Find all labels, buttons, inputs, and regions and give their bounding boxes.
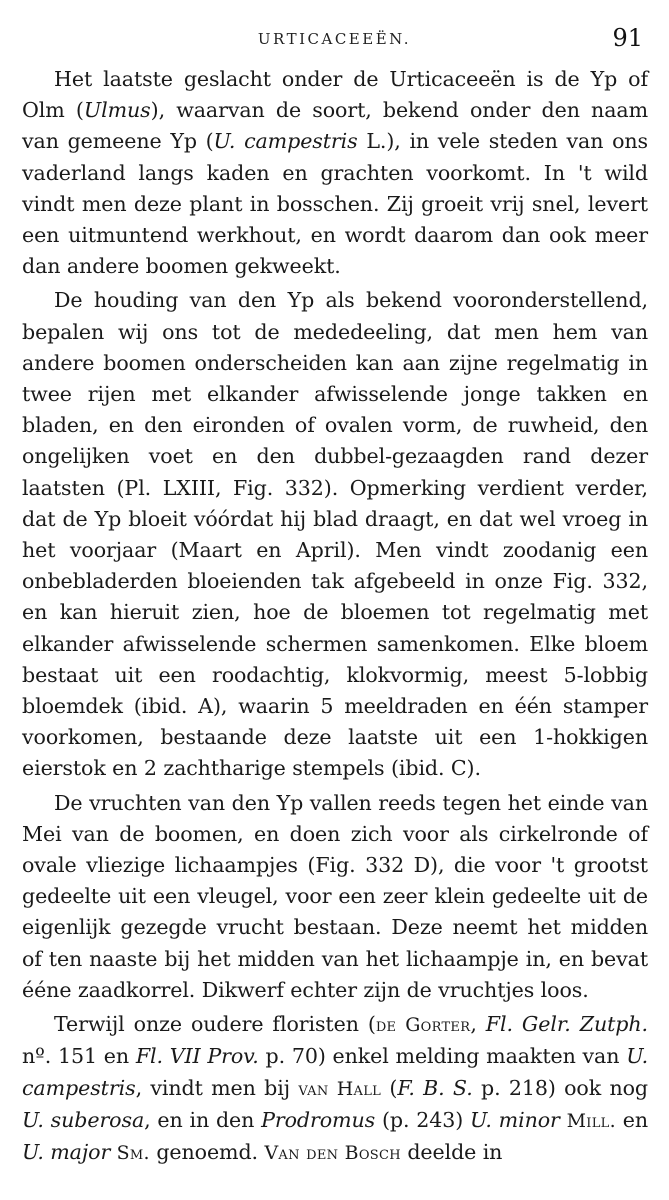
text-run: deelde in (400, 1139, 503, 1164)
italic-run: Fl. Gelr. Zutph. (485, 1012, 648, 1037)
text-run: De houding van den Yp als bekend vooronderstellend, bepalen wij ons tot de mededeeling, dat men hem van andere boomen onderscheiden kan aan zijne regelmatig in twee rijen met elkander afwisselende jonge takken en bladen, en den eironden of ovalen vorm, de ruwheid, den ongelijken voet en den dubbel-gezaagden rand dezer laatsten (Pl. LXIII, Fig. 332). Opmerking verdient verder, dat de Yp bloeit vóórdat hij blad draagt, en dat wel vroeg in het voorjaar (Maart en April). Men vindt zoodanig een onbebladerden bloeienden tak afgebeeld in onze Fig. 332, en kan hieruit zien, hoe de bloemen tot regelmatig met elkander afwisselende schermen samenkomen. Elke bloem bestaat uit een roodachtig, klokvormig, meest 5-lobbig bloemdek (ibid. A), waarin 5 meeldraden en één stamper voorkomen, bestaande deze laatste uit een 1-hokkigen eierstok en 2 zachtharige stempels (ibid. C). (22, 288, 648, 781)
text-run: p. 70) enkel melding maakten van (258, 1044, 627, 1069)
smallcaps-run: Sm. (116, 1141, 150, 1164)
paragraph (22, 285, 648, 784)
italic-run: U. suberosa (22, 1107, 145, 1132)
italic-run: U. campestris (213, 129, 358, 154)
text-run: , (470, 1012, 486, 1037)
text-run: ( (381, 1075, 398, 1100)
italic-run: F. B. S. (397, 1075, 473, 1100)
text-run: Terwijl onze oudere floristen ( (54, 1012, 376, 1037)
text-run: genoemd. (149, 1139, 265, 1164)
body-text (22, 64, 648, 1169)
text-run: , vindt men bij (135, 1075, 299, 1100)
text-run: (p. 243) (375, 1107, 471, 1132)
italic-run: U. minor (470, 1107, 560, 1132)
page-header (20, 24, 649, 54)
smallcaps-run: de Gorter (375, 1014, 471, 1037)
running-title: URTICACEEËN. (257, 30, 412, 48)
text-run: p. 218) ook nog (472, 1075, 648, 1100)
text-run (560, 1108, 567, 1132)
text-run: en (615, 1107, 648, 1132)
text-run: De vruchten van den Yp vallen reeds tegen het einde van Mei van de boomen, en doen zich voor als cirkelronde of ovale vliezige lichaampjes (Fig. 332 D), die voor 't grootst gedeelte uit een vleugel, voor een zeer klein gedeelte uit de eigenlijk gezegde vrucht bestaan. Deze neemt het midden of ten naaste bij het midden van het lichaampje in, en bevat ééne zaadkorrel. Dikwerf echter zijn de vruchtjes loos. (22, 790, 648, 1002)
smallcaps-run: van Hall (298, 1077, 382, 1100)
text-run: ), waarvan de soort, bekend onder den naam van gemeene Yp ( (22, 98, 648, 154)
paragraph (22, 1009, 648, 1169)
text-run: Het laatste geslacht onder de Urticaceeën is de Yp of Olm ( (22, 67, 648, 123)
smallcaps-run: Van den Bosch (264, 1141, 401, 1164)
text-run: nº. 151 en (22, 1044, 136, 1069)
page-number: 91 (612, 24, 643, 52)
italic-run: U. campestris (22, 1044, 649, 1100)
italic-run: Ulmus (83, 98, 151, 123)
italic-run: Prodromus (261, 1107, 376, 1132)
text-run: , en in den (144, 1107, 262, 1132)
italic-run: Fl. VII Prov. (135, 1044, 259, 1069)
smallcaps-run: Mill. (566, 1109, 616, 1132)
text-run: L.), in vele steden van ons vaderland langs kaden en grachten voorkomt. In 't wild vindt men deze plant in bosschen. Zij groeit vrij snel, levert een uitmuntend werkhout, en wordt daarom dan ook meer dan andere boomen gekweekt. (22, 129, 649, 279)
italic-run: U. major (22, 1139, 111, 1164)
paragraph (22, 64, 648, 282)
paragraph (22, 788, 648, 1006)
